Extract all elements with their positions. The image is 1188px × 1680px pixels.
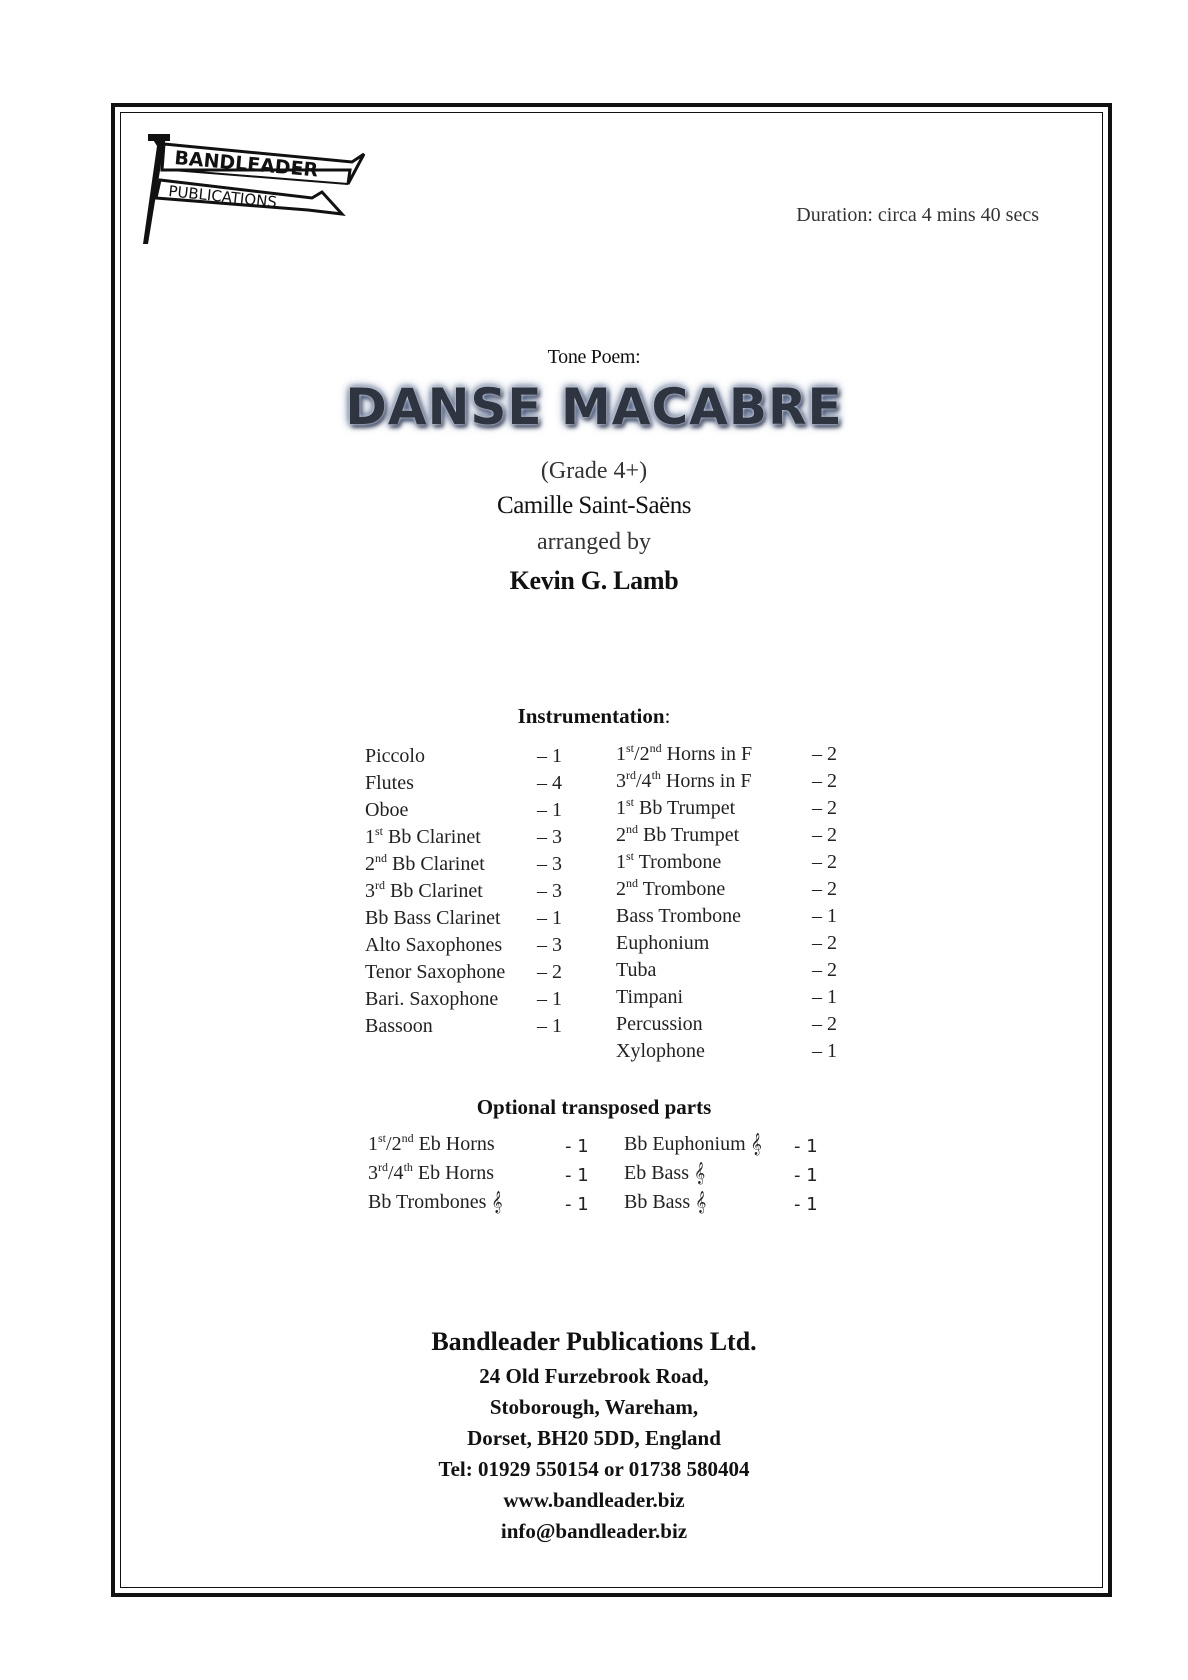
- instrument-count: – 1: [537, 745, 562, 767]
- instrument-row: [616, 930, 841, 957]
- instrument-count: – 3: [537, 826, 562, 848]
- logo-text-bandleader: BANDLEADER: [173, 147, 319, 182]
- part-label: Bb Bass: [624, 1191, 696, 1213]
- instrument-row: [616, 822, 841, 849]
- ordinal-suffix: nd: [626, 876, 638, 890]
- instrument-count: – 2: [812, 878, 837, 900]
- address-line: 24 Old Furzebrook Road,: [479, 1364, 709, 1388]
- part-label: Bassoon: [365, 1015, 433, 1037]
- instrument-row: [365, 986, 575, 1013]
- optional-part-name: [624, 1162, 705, 1184]
- instrument-count: – 2: [812, 770, 837, 792]
- arranged-by-text: arranged by: [537, 529, 651, 555]
- instrument-count: – 1: [537, 907, 562, 929]
- instrument-name: [616, 959, 656, 981]
- instrument-row: [616, 741, 841, 768]
- instrument-row: [616, 957, 841, 984]
- website-link[interactable]: www.bandleader.biz: [503, 1488, 685, 1512]
- optional-parts-heading: Optional transposed parts: [476, 1095, 712, 1119]
- part-label: Piccolo: [365, 745, 425, 767]
- email-link[interactable]: info@bandleader.biz: [500, 1519, 688, 1543]
- instrument-count: – 2: [812, 797, 837, 819]
- optional-list-left: [368, 1130, 593, 1217]
- phone-line: Tel: 01929 550154 or 01738 580404: [438, 1457, 750, 1481]
- instrument-row: [616, 984, 841, 1011]
- address-line: Dorset, BH20 5DD, England: [467, 1426, 721, 1450]
- treble-clef-icon: 𝄞: [491, 1191, 503, 1213]
- instrument-name: [365, 799, 408, 821]
- instrument-name: [616, 1013, 703, 1035]
- ordinal-number: 3: [368, 1162, 378, 1184]
- optional-part-row: [624, 1188, 824, 1217]
- ordinal-number: /2: [634, 743, 650, 765]
- part-label: Timpani: [616, 986, 684, 1008]
- subtitle: Tone Poem:: [547, 346, 641, 368]
- instrument-count: – 1: [537, 988, 562, 1010]
- instrument-name: [365, 934, 502, 956]
- instrument-name: [616, 770, 751, 792]
- optional-part-name: [368, 1133, 495, 1155]
- ordinal-suffix: th: [403, 1160, 413, 1174]
- instrument-count: – 1: [812, 905, 837, 927]
- instrument-count: – 2: [812, 824, 837, 846]
- instrument-row: [365, 959, 575, 986]
- part-label: Alto Saxophones: [365, 934, 503, 956]
- part-label: Bass Trombone: [616, 905, 742, 927]
- optional-part-count: - 1: [794, 1136, 818, 1157]
- part-label: Bb Trumpet: [634, 797, 736, 819]
- instrument-name: [365, 880, 483, 902]
- ordinal-number: 3: [616, 770, 626, 792]
- instrument-count: – 2: [812, 1013, 837, 1035]
- instrument-name: [616, 986, 683, 1008]
- optional-part-row: [368, 1130, 593, 1159]
- ordinal-number: 1: [616, 797, 626, 819]
- ordinal-suffix: st: [626, 741, 635, 755]
- part-label: Euphonium: [616, 932, 710, 954]
- arranger-name: Kevin G. Lamb: [509, 566, 679, 595]
- publisher-name: Bandleader Publications Ltd.: [431, 1327, 757, 1356]
- ordinal-suffix: st: [378, 1131, 387, 1145]
- treble-clef-icon: 𝄞: [695, 1191, 707, 1213]
- instrument-row: [365, 1013, 575, 1040]
- ordinal-suffix: th: [651, 768, 661, 782]
- part-label: Bb Trumpet: [638, 824, 740, 846]
- ordinal-number: 2: [616, 824, 626, 846]
- instrument-name: [616, 851, 721, 873]
- instrument-row: [616, 849, 841, 876]
- instrument-name: [365, 1015, 433, 1037]
- instrument-count: – 1: [537, 799, 562, 821]
- instrument-row: [365, 932, 575, 959]
- optional-part-row: [368, 1159, 593, 1188]
- ordinal-number: 1: [616, 851, 626, 873]
- instrument-row: [365, 797, 575, 824]
- part-label: Eb Horns: [413, 1133, 495, 1155]
- optional-part-count: - 1: [565, 1165, 589, 1186]
- part-label: Bb Euphonium: [624, 1133, 751, 1155]
- logo-text-publications: PUBLICATIONS: [167, 182, 278, 212]
- ordinal-suffix: nd: [649, 741, 662, 755]
- ordinal-suffix: st: [626, 849, 635, 863]
- optional-part-count: - 1: [794, 1165, 818, 1186]
- optional-list-right: [624, 1130, 824, 1217]
- part-label: Bb Clarinet: [387, 853, 485, 875]
- optional-part-count: - 1: [794, 1194, 818, 1215]
- instrument-count: – 2: [812, 932, 837, 954]
- instrument-name: [365, 745, 425, 767]
- part-label: Horns in F: [660, 770, 752, 792]
- ordinal-number: 3: [365, 880, 375, 902]
- instrument-name: [616, 824, 739, 846]
- optional-part-name: [624, 1191, 706, 1213]
- main-title: DANSE MACABRE: [345, 378, 843, 436]
- instrument-name: [616, 797, 735, 819]
- ordinal-number: /4: [636, 770, 652, 792]
- instrumentation-list-right: [616, 741, 841, 1065]
- instrument-name: [616, 878, 725, 900]
- optional-part-row: [624, 1130, 824, 1159]
- ordinal-suffix: rd: [375, 878, 385, 892]
- instrument-name: [365, 988, 498, 1010]
- part-label: Trombone: [638, 878, 726, 900]
- ordinal-suffix: st: [375, 824, 384, 838]
- instrument-count: – 2: [812, 743, 837, 765]
- ordinal-suffix: nd: [375, 851, 387, 865]
- ordinal-number: 1: [616, 743, 626, 765]
- ordinal-number: /4: [388, 1162, 404, 1184]
- ordinal-number: 2: [365, 853, 375, 875]
- instrument-count: – 2: [537, 961, 562, 983]
- instrument-count: – 4: [537, 772, 562, 794]
- instrumentation-heading-label: Instrumentation: [517, 704, 665, 728]
- instrument-row: [365, 743, 575, 770]
- part-label: Bari. Saxophone: [365, 988, 499, 1010]
- part-label: Horns in F: [661, 743, 753, 765]
- instrument-row: [616, 903, 841, 930]
- instrument-count: – 2: [812, 959, 837, 981]
- part-label: Tuba: [616, 959, 657, 981]
- duration-text: Duration: circa 4 mins 40 secs: [796, 204, 1039, 226]
- instrument-name: [365, 853, 485, 875]
- ordinal-suffix: st: [626, 795, 635, 809]
- instrument-name: [365, 907, 501, 929]
- instrumentation-heading: Instrumentation:: [517, 704, 671, 728]
- instrument-name: [365, 772, 414, 794]
- ordinal-number: /2: [386, 1133, 402, 1155]
- optional-part-name: [624, 1133, 762, 1155]
- ordinal-number: 1: [365, 826, 375, 848]
- part-label: Eb Bass: [624, 1162, 694, 1184]
- instrument-row: [616, 1011, 841, 1038]
- part-label: Bb Clarinet: [383, 826, 481, 848]
- optional-part-row: [624, 1159, 824, 1188]
- ordinal-suffix: rd: [378, 1160, 388, 1174]
- address-line: Stoborough, Wareham,: [489, 1395, 699, 1419]
- instrument-name: [616, 905, 741, 927]
- optional-part-row: [368, 1188, 593, 1217]
- instrument-row: [365, 770, 575, 797]
- grade-text: (Grade 4+): [540, 458, 648, 484]
- part-label: Eb Horns: [412, 1162, 495, 1184]
- ordinal-suffix: rd: [626, 768, 636, 782]
- ordinal-suffix: nd: [401, 1131, 414, 1145]
- instrument-count: – 1: [537, 1015, 562, 1037]
- treble-clef-icon: 𝄞: [750, 1133, 762, 1155]
- instrumentation-list-left: [365, 743, 575, 1040]
- optional-part-count: - 1: [565, 1194, 589, 1215]
- instrument-row: [365, 878, 575, 905]
- bandleader-logo: [142, 132, 387, 247]
- part-label: Flutes: [365, 772, 414, 794]
- instrument-count: – 2: [812, 851, 837, 873]
- instrument-row: [365, 905, 575, 932]
- instrument-row: [616, 795, 841, 822]
- instrument-count: – 3: [537, 880, 562, 902]
- instrument-count: – 1: [812, 986, 837, 1008]
- instrument-count: – 1: [812, 1040, 837, 1062]
- ordinal-number: 2: [616, 878, 626, 900]
- instrument-name: [616, 1040, 705, 1062]
- instrument-row: [365, 824, 575, 851]
- part-label: Tenor Saxophone: [365, 961, 506, 983]
- instrument-name: [365, 961, 505, 983]
- instrument-row: [365, 851, 575, 878]
- optional-part-count: - 1: [565, 1136, 589, 1157]
- ordinal-suffix: nd: [626, 822, 638, 836]
- instrument-row: [616, 768, 841, 795]
- part-label: Bb Bass Clarinet: [365, 907, 501, 929]
- part-label: Trombone: [634, 851, 722, 873]
- instrument-name: [616, 743, 752, 765]
- instrument-count: – 3: [537, 853, 562, 875]
- instrument-count: – 3: [537, 934, 562, 956]
- optional-part-name: [368, 1191, 503, 1213]
- composer-name: Camille Saint-Saëns: [497, 492, 691, 519]
- treble-clef-icon: 𝄞: [694, 1162, 706, 1184]
- part-label: Xylophone: [616, 1040, 705, 1062]
- instrument-row: [616, 1038, 841, 1065]
- part-label: Bb Clarinet: [385, 880, 483, 902]
- ordinal-number: 1: [368, 1133, 378, 1155]
- instrument-name: [616, 932, 709, 954]
- optional-part-name: [368, 1162, 494, 1184]
- part-label: Bb Trombones: [368, 1191, 492, 1213]
- instrument-row: [616, 876, 841, 903]
- part-label: Percussion: [616, 1013, 703, 1035]
- instrument-name: [365, 826, 481, 848]
- part-label: Oboe: [365, 799, 409, 821]
